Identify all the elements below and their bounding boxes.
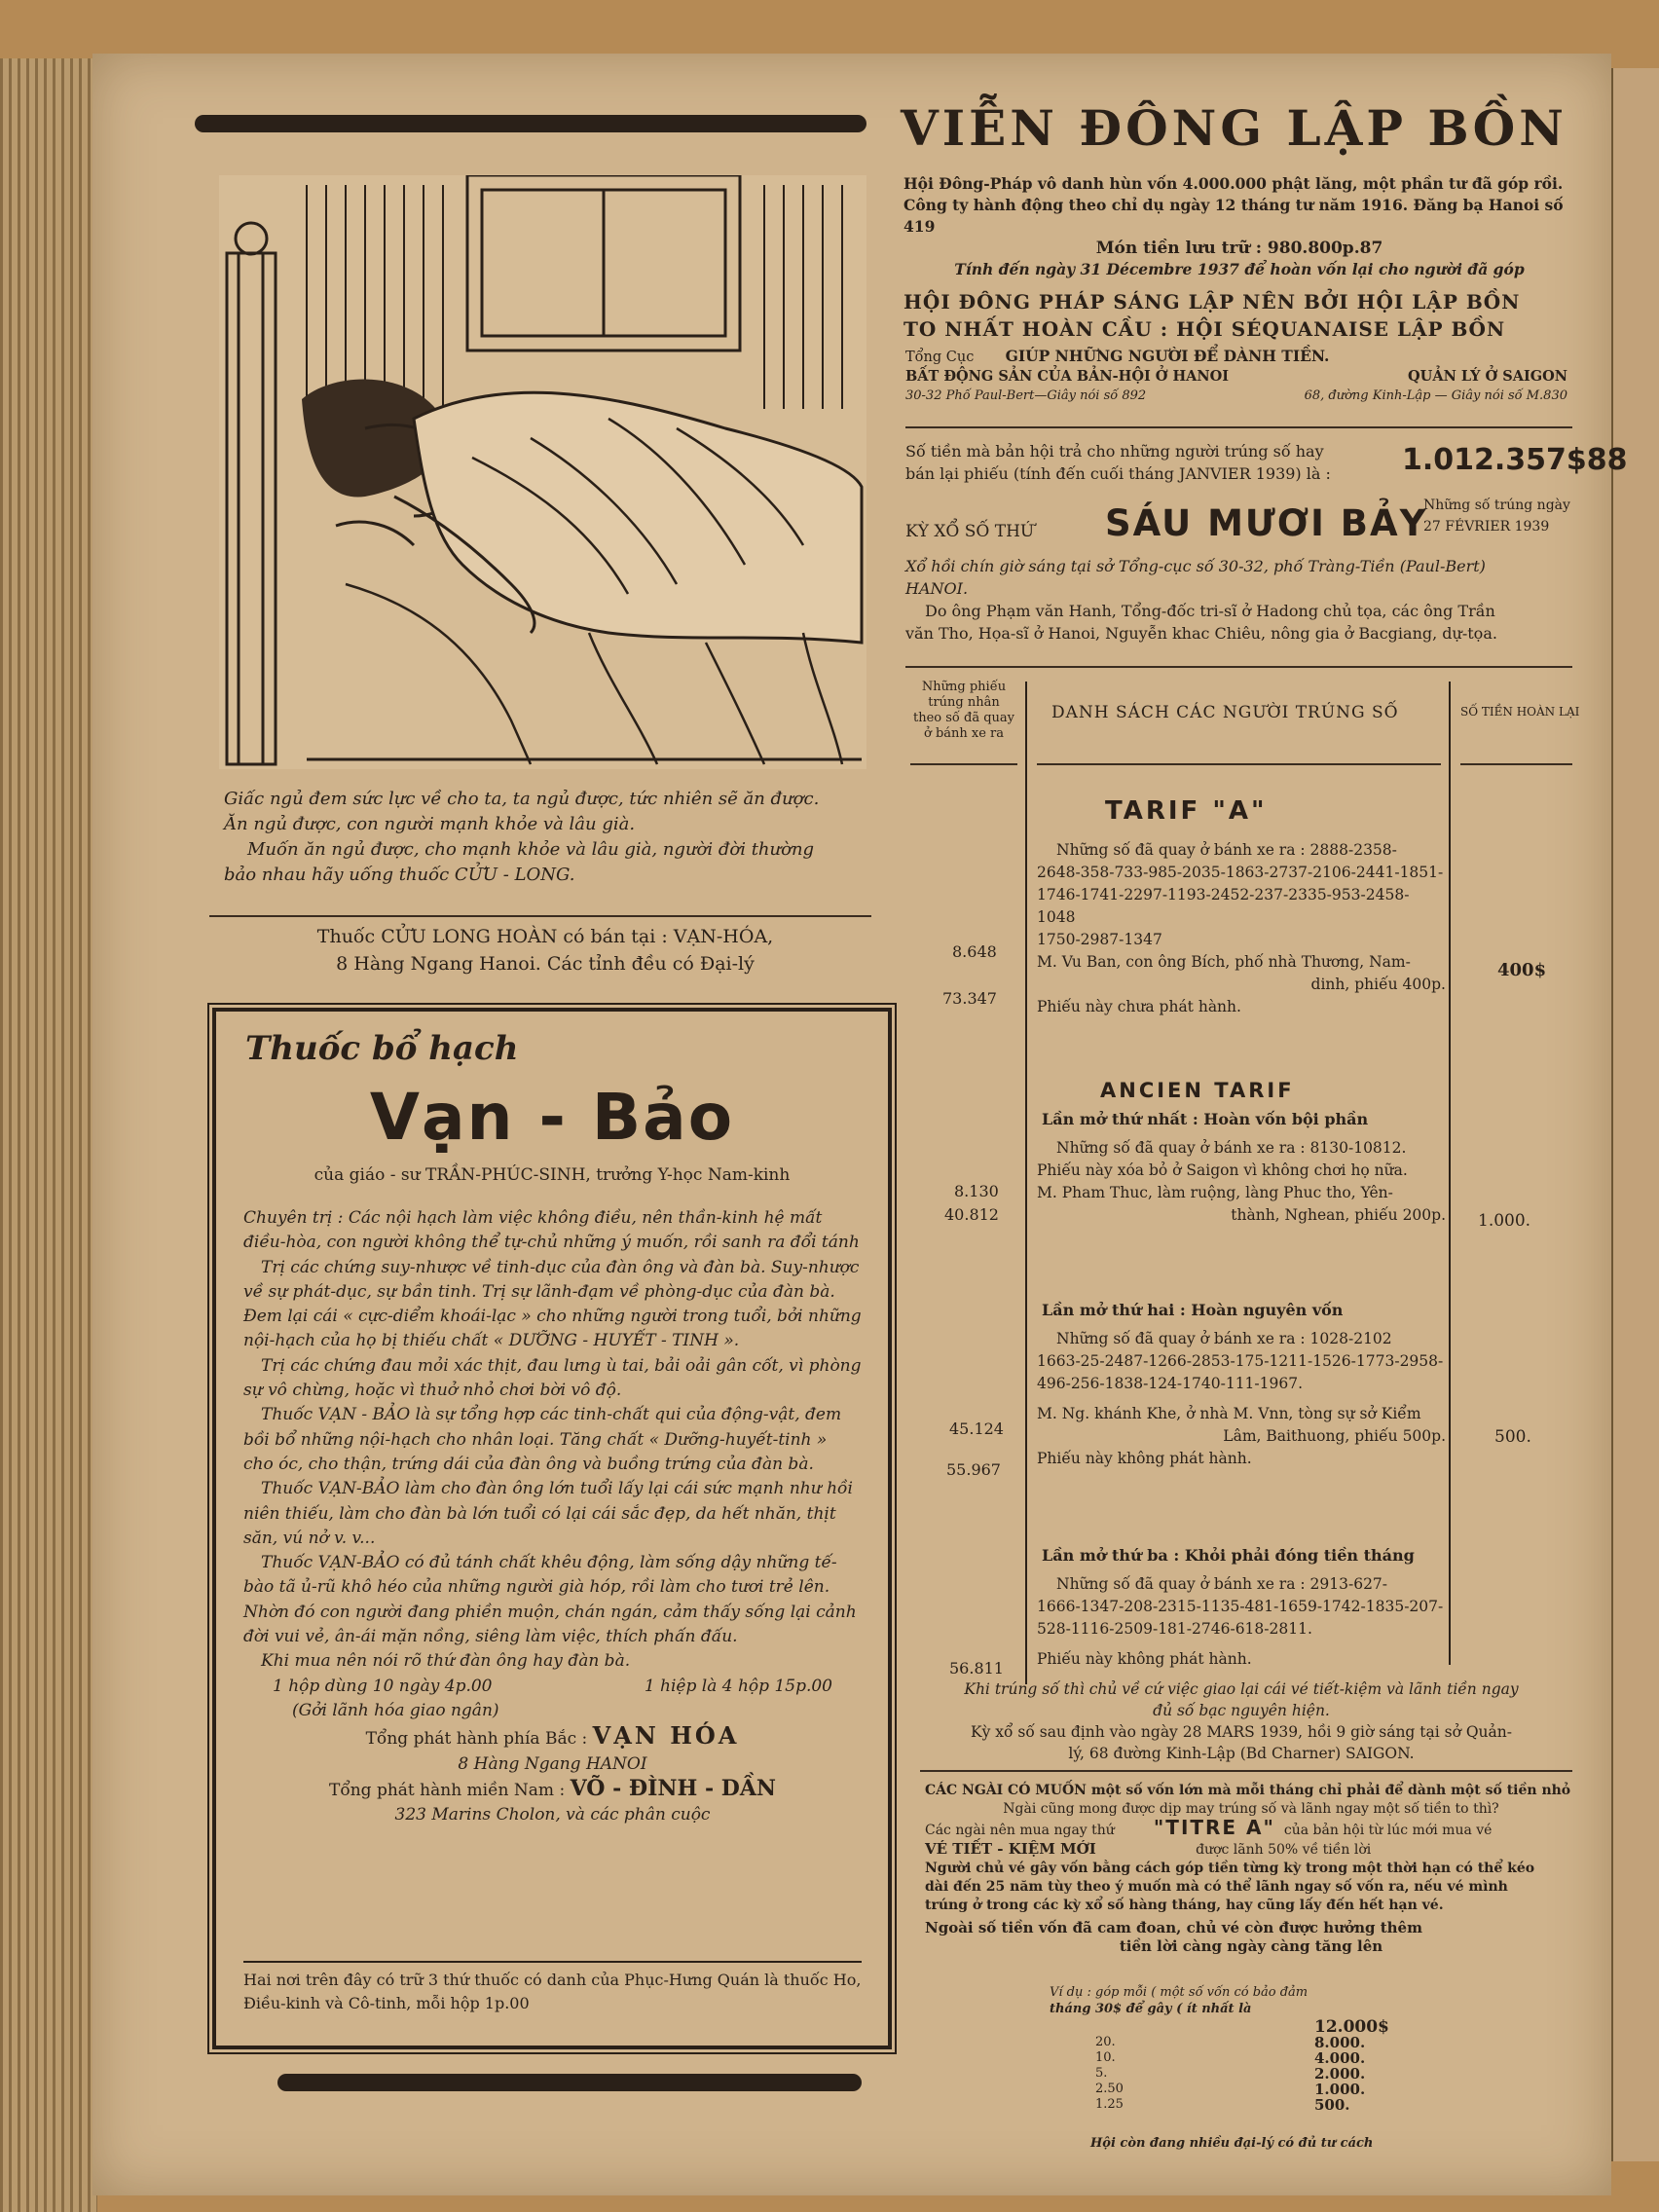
- saigon-office: QUẢN LÝ Ở SAIGON: [1408, 368, 1567, 385]
- l3-c: 528-1116-2509-181-2746-618-2811.: [1037, 1620, 1312, 1638]
- cuu-long-line-1: Thuốc CỬU LONG HOÀN có bán tại : VẠN-HÓA,: [316, 926, 774, 947]
- south-distributor: [243, 1777, 862, 1803]
- society-block: [903, 288, 1575, 343]
- draw-date: [1423, 495, 1570, 537]
- ticket-number: 8.130: [954, 1182, 999, 1200]
- th-left-1: Những phiếu: [921, 680, 1007, 694]
- example-right-values: [1314, 2019, 1389, 2113]
- book-spine: [0, 58, 97, 2212]
- round-1-entry: [1037, 1137, 1446, 1227]
- van-bao-p1: Chuyên trị : Các nội hạch làm việc không điều, nên thần-kinh hệ mất điều-hòa, con người không thể tự-chủ những ý muốn, rồi sanh ra đổi tánh: [243, 1208, 860, 1253]
- round-1-title: Lần mở thứ nhất : Hoàn vốn bội phần: [1042, 1110, 1369, 1128]
- ticket-number: 56.811: [949, 1659, 1004, 1677]
- round-2-entry: [1037, 1328, 1446, 1470]
- tarif-a-entry: [1037, 839, 1446, 1018]
- l1-b: Phiếu này xóa bỏ ở Saigon vì không chơi họ nữa.: [1037, 1161, 1408, 1179]
- amount: 1.000.: [1478, 1211, 1531, 1231]
- titre-a-ad: [925, 1782, 1577, 1956]
- ta-5: M. Vu Ban, con ông Bích, phố nhà Thương, Nam-: [1037, 953, 1411, 971]
- m-7: trúng ở trong các kỳ xổ số hàng tháng, hay cũng lấy đến hết hạn vé.: [925, 1898, 1444, 1913]
- paid-amount: 1.012.357$88: [1402, 443, 1628, 477]
- rule: [1460, 763, 1572, 765]
- vi-du-1: Ví dụ : góp mỗi ( một số vốn có bảo đảm: [1050, 1985, 1309, 2000]
- sleeping-woman-illustration: [219, 175, 866, 769]
- illustration-caption: [224, 787, 886, 888]
- divider: [905, 666, 1572, 668]
- row-right: 500.: [1314, 2096, 1350, 2114]
- round-3-entry: [1037, 1573, 1446, 1671]
- k-3: Kỳ xổ số sau định vào ngày 28 MARS 1939, hồi 9 giờ sáng tại sở Quản-: [971, 1723, 1512, 1741]
- m-4b: được lãnh 50% về tiền lời: [1196, 1842, 1372, 1858]
- col-header-tickets: [910, 680, 1017, 742]
- vi-du-2: tháng 30$ để gây ( ít nhất là: [1050, 2002, 1252, 2016]
- info-line-2: Công ty hành động theo chỉ dụ ngày 12 tháng tư năm 1916. Đăng bạ Hanoi số 419: [903, 196, 1564, 236]
- column-rule: [1449, 682, 1451, 1665]
- amount: 400$: [1497, 960, 1547, 980]
- m-2: Ngài cũng mong được dịp may trúng số và lãnh ngay một số tiền to thì?: [1003, 1801, 1499, 1817]
- divider: [905, 426, 1572, 428]
- van-bao-title: Thuốc bổ hạch: [245, 1029, 519, 1068]
- ticket-number: 40.812: [944, 1205, 999, 1224]
- van-bao-p6: Thuốc VẠN-BẢO có đủ tánh chất khêu động, làm sống dậy những tế-bào tã ủ-rũ khô héo của những người già hóp, rồi làm cho tươi trẻ lên. Nhờn đó con người đang phiền muộn, chán ngán, cảm thấy sống lại cảnh đời vui vẻ, ân-ái mặn nồng, siêng làm việc, thích phấn đấu.: [243, 1553, 857, 1647]
- south-name: VÕ - ĐÌNH - DẦN: [570, 1775, 777, 1801]
- col-header-winners: DANH SÁCH CÁC NGƯỜI TRÚNG SỐ: [1051, 703, 1399, 722]
- l3-a: Những số đã quay ở bánh xe ra : 2913-627-: [1056, 1575, 1388, 1593]
- south-address: 323 Marins Cholon, và các phân cuộc: [394, 1805, 711, 1825]
- caption-line-2: Ăn ngủ được, con người mạnh khỏe và lâu già.: [224, 814, 636, 834]
- m-3: Các ngài nên mua ngay thứ: [925, 1823, 1115, 1838]
- caption-line-4: bảo nhau hãy uống thuốc CỬU - LONG.: [224, 865, 575, 885]
- tong-cuc-label: Tổng Cục: [905, 350, 975, 365]
- draw-detail-2: HANOI.: [905, 579, 969, 598]
- divider: [209, 915, 871, 917]
- draw-note-2: 27 FÉVRIER 1939: [1423, 519, 1550, 535]
- paid-line-1: Số tiền mà bản hội trả cho những người trúng số hay: [905, 442, 1324, 461]
- l1-d: thành, Nghean, phiếu 200p.: [1231, 1206, 1446, 1224]
- column-rule: [1025, 682, 1027, 1684]
- m-9: tiền lời càng ngày càng tăng lên: [1119, 1937, 1383, 1955]
- th-left-4: ở bánh xe ra: [923, 726, 1005, 741]
- m-3c: của bản hội từ lúc mới mua vé: [1283, 1823, 1493, 1838]
- l3-d: Phiếu này không phát hành.: [1037, 1650, 1252, 1668]
- m-8: Ngoài số tiền vốn đã cam đoan, chủ vé còn được hưởng thêm: [925, 1919, 1422, 1936]
- ticket-number: 55.967: [946, 1460, 1001, 1479]
- k-2: đủ số bạc nguyên hiện.: [1153, 1702, 1330, 1719]
- row-right: 1.000.: [1314, 2081, 1366, 2098]
- north-address: 8 Hàng Ngang HANOI: [458, 1753, 647, 1774]
- company-info: [903, 173, 1575, 280]
- round-2-title: Lần mở thứ hai : Hoàn nguyên vốn: [1042, 1301, 1344, 1319]
- van-bao-p2: Trị các chứng suy-nhược về tinh-dục của đàn ông và đàn bà. Suy-nhược về sự phát-dục, sự bần tinh. Trị sự lãnh-đạm về phòng-dục của đàn bà. Đem lại cái « cực-diểm khoái-lạc » cho những người trong tuổi, bởi những nội-hạch của họ bị thiếu chất « DƯỠNG - HUYẾT - TINH ».: [243, 1257, 862, 1351]
- price-2: 1 hiệp là 4 hộp 15p.00: [644, 1676, 832, 1696]
- caption-line-1: Giấc ngủ đem sức lực về cho ta, ta ngủ được, tức nhiên sẽ ăn được.: [224, 789, 820, 809]
- divider: [920, 1770, 1572, 1772]
- row-left: 5.: [1095, 2066, 1108, 2081]
- price-1: 1 hộp dùng 10 ngày 4p.00: [273, 1676, 493, 1696]
- m-1: CÁC NGÀI CÓ MUỐN một số vốn lớn mà mỗi tháng chỉ phải để dành một số tiền nhỏ: [925, 1783, 1571, 1798]
- ancien-tarif-heading: ANCIEN TARIF: [1100, 1079, 1295, 1102]
- tong-cuc-slogan: GIÚP NHỮNG NGƯỜI ĐỂ DÀNH TIỀN.: [1005, 347, 1330, 365]
- amount: 500.: [1494, 1427, 1531, 1447]
- row-left: 20.: [1095, 2035, 1116, 2049]
- rule: [1037, 763, 1441, 765]
- ta-2: 2648-358-733-985-2035-1863-2737-2106-2441-1851-: [1037, 864, 1444, 881]
- draw-detail-1: Xổ hồi chín giờ sáng tại sở Tổng-cục số 30-32, phố Tràng-Tiền (Paul-Bert): [905, 557, 1486, 575]
- agents-note: Hội còn đang nhiều đại-lý có đủ tư cách: [1090, 2136, 1374, 2151]
- info-line-3: Món tiền lưu trữ : 980.800p.87: [1095, 239, 1383, 258]
- north-name: VẠN HÓA: [592, 1721, 740, 1751]
- van-bao-p4: Thuốc VẠN - BẢO là sự tổng hợp các tinh-chất qui của động-vật, đem bồi bổ những nội-hạch cho nhân loại. Tăng chất « Dưỡng-huyết-tinh » cho óc, cho thận, trứng dái của đàn ông và buồng trứng của đàn bà.: [243, 1405, 842, 1474]
- draw-name: SÁU MƯƠI BẢY: [1105, 502, 1428, 544]
- ta-7: Phiếu này chưa phát hành.: [1037, 998, 1241, 1015]
- draw-label: KỲ XỔ SỐ THỨ: [905, 522, 1035, 541]
- ta-3: 1746-1741-2297-1193-2452-237-2335-953-2458-1048: [1037, 886, 1410, 926]
- redeem-note: [910, 1678, 1572, 1764]
- row-right: 4.000.: [1314, 2049, 1366, 2067]
- bottom-brush-rule: [277, 2074, 862, 2091]
- caption-line-3: Muốn ăn ngủ được, cho mạnh khỏe và lâu già, người đời thường: [247, 839, 815, 860]
- info-line-1: Hội Đông-Pháp vô danh hùn vốn 4.000.000 phật lăng, một phần tư đã góp rồi.: [903, 174, 1564, 193]
- saigon-address: 68, đường Kinh-Lập — Giây nói số M.830: [1304, 388, 1567, 403]
- society-line-2: TO NHẤT HOÀN CẦU : HỘI SÉQUANAISE LẬP BỒN: [903, 317, 1506, 341]
- ta-1: Những số đã quay ở bánh xe ra : 2888-2358-: [1056, 841, 1397, 859]
- van-bao-p7: Khi mua nên nói rõ thứ đàn ông hay đàn bà.: [261, 1651, 631, 1672]
- ta-4: 1750-2987-1347: [1037, 931, 1162, 948]
- van-bao-p3: Trị các chứng đau mỏi xác thịt, đau lưng ù tai, bải oải gân cốt, vì phòng sự vô chừng, hoặc vì thuở nhỏ chơi bời vô độ.: [243, 1355, 862, 1401]
- ticket-number: 45.124: [949, 1419, 1004, 1438]
- south-label: Tổng phát hành miền Nam :: [328, 1780, 566, 1800]
- ticket-number: 8.648: [952, 942, 997, 961]
- round-3-title: Lần mở thứ ba : Khỏi phải đóng tiền tháng: [1042, 1546, 1415, 1565]
- row-left: 1.25: [1095, 2097, 1124, 2112]
- rule: [910, 763, 1017, 765]
- l3-b: 1666-1347-208-2315-1135-481-1659-1742-1835-207-: [1037, 1598, 1444, 1615]
- k-1: Khi trúng số thì chủ về cứ việc giao lại cái vé tiết-kiệm và lãnh tiền ngay: [964, 1680, 1519, 1698]
- th-left-2: trúng nhân: [928, 695, 1000, 710]
- address-block: [905, 347, 1577, 406]
- hanoi-address: 30-32 Phố Paul-Bert—Giây nói số 892: [905, 388, 1147, 403]
- l2-f: Phiếu này không phát hành.: [1037, 1450, 1252, 1467]
- van-bao-subtitle: của giáo - sư TRẦN-PHÚC-SINH, trưởng Y-học Nam-kinh: [313, 1165, 791, 1185]
- hanoi-office: BẤT ĐỘNG SẢN CỦA BẢN-HỘI Ở HANOI: [905, 368, 1230, 385]
- tarif-a-heading: TARIF "A": [1105, 796, 1268, 826]
- draw-detail-4: văn Tho, Họa-sĩ ở Hanoi, Nguyễn khac Chiêu, nông gia ở Bacgiang, dự-tọa.: [905, 624, 1497, 643]
- next-page-edge: [1611, 68, 1659, 2161]
- l2-e: Lâm, Baithuong, phiếu 500p.: [1223, 1427, 1446, 1445]
- row-right: 12.000$: [1314, 2017, 1389, 2037]
- draw-note-1: Những số trúng ngày: [1423, 498, 1570, 513]
- top-brush-rule: [195, 115, 866, 132]
- l2-d: M. Ng. khánh Khe, ở nhà M. Vnn, tòng sự sở Kiểm: [1037, 1405, 1421, 1422]
- price-3: (Gởi lãnh hóa giao ngân): [292, 1700, 499, 1720]
- l1-a: Những số đã quay ở bánh xe ra : 8130-10812.: [1056, 1139, 1407, 1157]
- example: [1050, 1984, 1308, 2017]
- th-left-3: theo số đã quay: [913, 711, 1014, 725]
- ve-tiet-kiem: VÉ TIẾT - KIỆM MỚI: [925, 1840, 1096, 1858]
- north-distributor: [243, 1723, 862, 1751]
- row-left: 10.: [1095, 2050, 1116, 2065]
- van-bao-brand: Vạn - Bảo: [369, 1080, 735, 1155]
- vien-dong-title: VIỄN ĐÔNG LẬP BỒN: [901, 99, 1567, 157]
- example-left-values: [1095, 2035, 1124, 2113]
- info-line-4: Tính đến ngày 31 Décembre 1937 để hoàn vốn lại cho người đã góp: [954, 260, 1525, 278]
- l2-a: Những số đã quay ở bánh xe ra : 1028-2102: [1056, 1330, 1392, 1347]
- van-bao-ad: [212, 1008, 892, 2049]
- row-right: 2.000.: [1314, 2065, 1366, 2083]
- m-5: Người chủ vé gây vốn bằng cách góp tiền từng kỳ trong một thời hạn có thể kéo: [925, 1861, 1535, 1876]
- col-header-amount: SỐ TIỀN HOÀN LẠI: [1460, 705, 1580, 719]
- ticket-number: 73.347: [942, 989, 997, 1008]
- titre-a: "TITRE A": [1153, 1816, 1275, 1839]
- draw-detail-3: Do ông Phạm văn Hanh, Tổng-đốc tri-sĩ ở Hadong chủ tọa, các ông Trần: [925, 602, 1495, 620]
- l2-b: 1663-25-2487-1266-2853-175-1211-1526-1773-2958-: [1037, 1352, 1444, 1370]
- m-6: dài đến 25 năm tùy theo ý muốn mà có thể lãnh ngay số vốn ra, nếu vé mình: [925, 1879, 1508, 1895]
- row-right: 8.000.: [1314, 2034, 1366, 2051]
- draw-details: [905, 555, 1577, 645]
- van-bao-p5: Thuốc VẠN-BẢO làm cho đàn ông lớn tuổi lấy lại cái sức mạnh như hồi niên thiếu, làm cho đàn bà lớn tuổi có lại cái sắc đẹp, da hết nhăn, thịt săn, vú nở v. v...: [243, 1479, 853, 1548]
- van-bao-footer: Hai nơi trên đây có trữ 3 thứ thuốc có danh của Phục-Hưng Quán là thuốc Ho, Điều-kinh và Cô-tinh, mỗi hộp 1p.00: [243, 1961, 862, 2015]
- l2-c: 496-256-1838-124-1740-111-1967.: [1037, 1375, 1304, 1392]
- north-label: Tổng phát hành phía Bắc :: [365, 1729, 588, 1750]
- cuu-long-ad: [234, 923, 857, 977]
- ta-6: dinh, phiếu 400p.: [1310, 976, 1446, 993]
- cuu-long-line-2: 8 Hàng Ngang Hanoi. Các tỉnh đều có Đại-lý: [336, 953, 755, 975]
- paid-line-2: bán lại phiếu (tính đến cuối tháng JANVIER 1939) là :: [905, 464, 1331, 483]
- van-bao-prices: [243, 1675, 862, 1699]
- l1-c: M. Pham Thuc, làm ruộng, làng Phuc tho, Yên-: [1037, 1184, 1393, 1201]
- row-left: 2.50: [1095, 2082, 1124, 2096]
- paid-text: [905, 440, 1402, 485]
- society-line-1: HỘI ĐÔNG PHÁP SÁNG LẬP NÊN BỞI HỘI LẬP BỒN: [903, 290, 1521, 313]
- k-4: lý, 68 đường Kinh-Lập (Bd Charner) SAIGON.: [1068, 1745, 1415, 1762]
- van-bao-body: [243, 1206, 862, 1827]
